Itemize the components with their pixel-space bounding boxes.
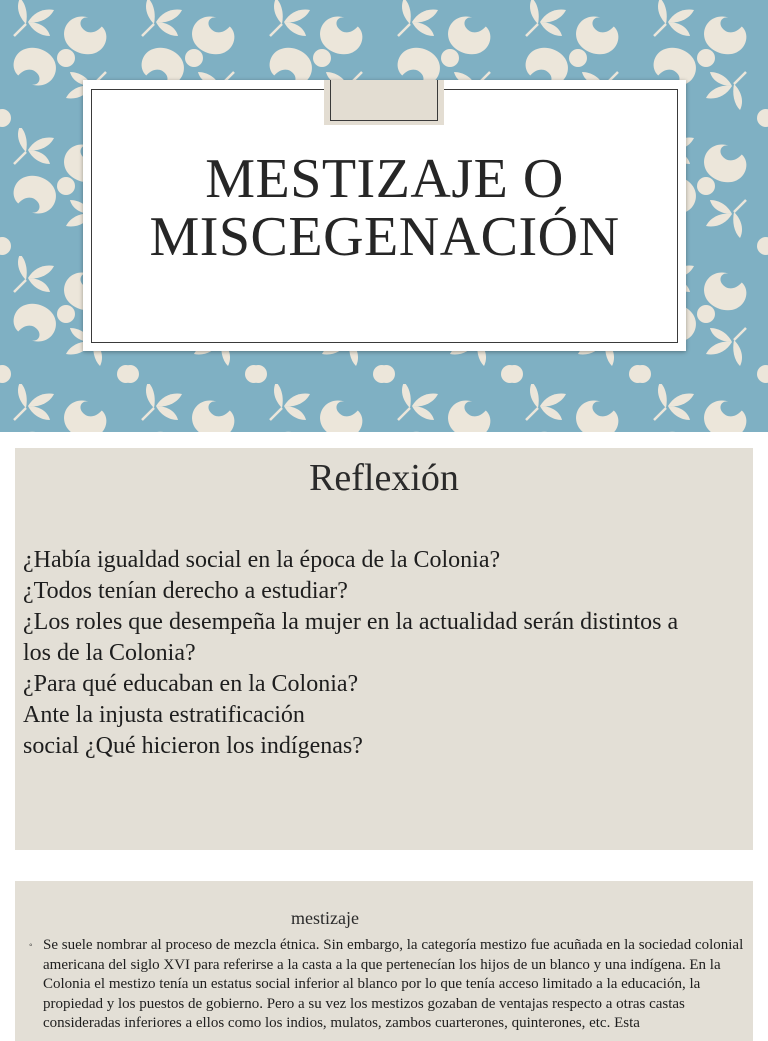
title-line-2: MISCEGENACIÓN xyxy=(149,206,620,268)
reflexion-line: Ante la injusta estratificación xyxy=(23,702,305,728)
mestizaje-bullet-list xyxy=(29,936,753,1034)
reflexion-slide xyxy=(15,448,753,850)
mestizaje-bullet-item xyxy=(29,936,753,1034)
reflexion-line: ¿Para qué educaban en la Colonia? xyxy=(23,671,359,697)
title-card xyxy=(83,80,686,351)
reflexion-question-list xyxy=(23,545,748,762)
bullet-circle-icon: ◦ xyxy=(29,940,33,951)
reflexion-line: ¿Los roles que desempeña la mujer en la actualidad serán distintos a xyxy=(23,609,679,635)
title-card-tab xyxy=(324,80,444,125)
reflexion-line: social ¿Qué hicieron los indígenas? xyxy=(23,733,363,759)
title-line-1: MESTIZAJE O xyxy=(205,148,564,210)
mestizaje-slide xyxy=(15,881,753,1041)
reflexion-heading: Reflexión xyxy=(309,457,459,499)
mestizaje-heading: mestizaje xyxy=(291,908,359,928)
title-slide xyxy=(0,0,768,432)
reflexion-line: ¿Había igualdad social en la época de la Colonia? xyxy=(23,547,501,573)
reflexion-line: ¿Todos tenían derecho a estudiar? xyxy=(23,578,348,604)
mestizaje-paragraph: Se suele nombrar al proceso de mezcla étnica. Sin embargo, la categoría mestizo fue acuñada en la sociedad colonial americana del siglo XVI para referirse a la casta a la que pertenecían los hijos de un blanco y una indígena. En la Colonia el mestizo tenía un estatus social inferior al blanco por lo que tenía acceso limitado a la educación, la propiedad y los puestos de gobierno. Pero a su vez los mestizos gozaban de ventajas respecto a otras castas consideradas inferiores a ellos como los indios, mulatos, zambos cuarterones, quinterones, etc. Esta xyxy=(43,937,744,1031)
reflexion-line: los de la Colonia? xyxy=(23,640,196,666)
slide-title xyxy=(83,150,686,266)
